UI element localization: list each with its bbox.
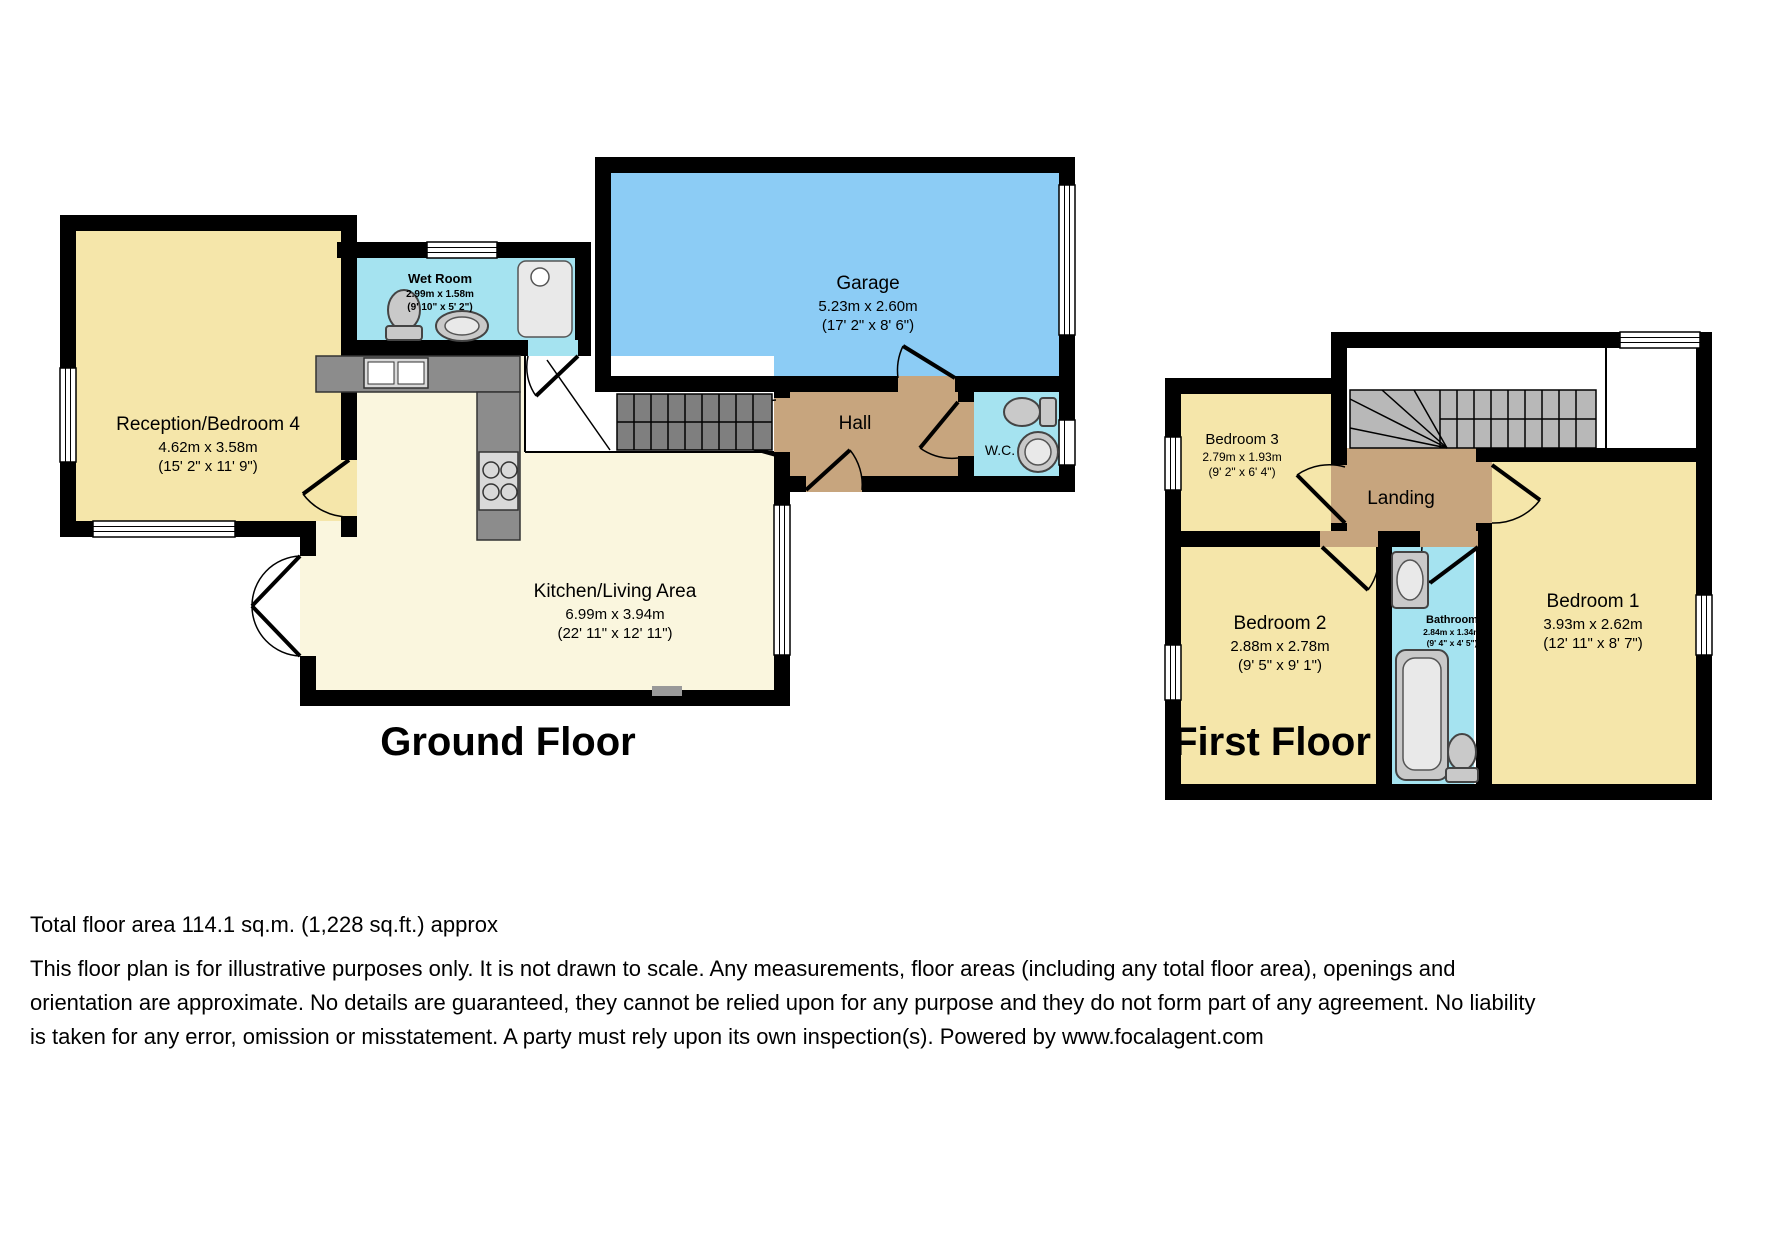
garage-window: [1059, 185, 1075, 335]
bedroom1-window: [1696, 595, 1712, 655]
reception-label: [78, 413, 338, 477]
room-dim-imperial: (9' 2" x 6' 4"): [1208, 465, 1276, 480]
room-name: Bedroom 1: [1546, 591, 1640, 612]
french-doors: [252, 556, 300, 656]
room-name: Reception/Bedroom 4: [116, 414, 300, 435]
bathroom-label: [1398, 613, 1506, 649]
room-name: Landing: [1367, 488, 1435, 509]
wc-label: [955, 441, 1045, 459]
hall-label: [795, 412, 915, 437]
first-floor-title: First Floor: [1173, 720, 1371, 764]
ground-floor-title: Ground Floor: [380, 720, 636, 764]
kitchen-bottom-notch: [652, 686, 682, 696]
first-staircase: [1350, 348, 1606, 448]
wc-toilet: [1004, 398, 1056, 426]
wet-room-shower: [518, 261, 572, 337]
kitchen-window: [774, 505, 790, 655]
kitchen-sink: [364, 358, 428, 388]
room-dim-metric: 6.99m x 3.94m: [565, 605, 665, 623]
room-dim-imperial: (15' 2" x 11' 9"): [158, 458, 258, 476]
room-dim-metric: 2.88m x 2.78m: [1230, 637, 1330, 655]
room-dim-imperial: (12' 11" x 8' 7"): [1543, 635, 1643, 653]
landing-label: [1336, 487, 1466, 512]
room-name: Garage: [836, 273, 900, 294]
room-dim-metric: 3.93m x 2.62m: [1543, 615, 1643, 633]
bathroom-basin: [1392, 552, 1428, 608]
room-dim-imperial: (9' 4" x 4' 5"): [1426, 638, 1478, 649]
room-dim-imperial: (17' 2" x 8' 6"): [821, 317, 915, 335]
bedroom2-window: [1165, 645, 1181, 700]
room-name: Bathroom: [1426, 614, 1478, 626]
reception-room-area: [76, 231, 341, 521]
room-dim-metric: 2.79m x 1.93m: [1202, 449, 1282, 464]
room-dim-metric: 4.62m x 3.58m: [158, 438, 258, 456]
stairwell-window: [1620, 332, 1700, 348]
bedroom2-label: [1190, 612, 1370, 676]
wet-room-label: [360, 271, 520, 314]
wet-room-window: [427, 242, 497, 258]
disclaimer-text: This floor plan is for illustrative purposes only. It is not drawn to scale. Any measurements, floor areas (including any total floor area), openings and orientation are approximate. No details are guaranteed, they cannot be relied upon for any purpose and they do not form part of any agreement. No liability is taken for any error, omission or misstatement. A party must rely upon its own inspection(s). Powered by www.focalagent.com: [30, 956, 1536, 1049]
wet-room-basin: [436, 311, 488, 341]
garage-label: [728, 272, 1008, 336]
reception-window-left: [60, 368, 76, 462]
room-dim-metric: 2.84m x 1.34m: [1423, 627, 1481, 638]
kitchen-living-label: [460, 580, 770, 644]
room-dim-imperial: (22' 11" x 12' 11"): [557, 625, 673, 643]
kitchen-hob: [479, 452, 518, 510]
room-name: Bedroom 3: [1205, 431, 1279, 448]
room-name: Hall: [838, 413, 872, 434]
room-name: Wet Room: [407, 271, 473, 286]
room-name: Bedroom 2: [1233, 613, 1327, 634]
room-dim-metric: 2.99m x 1.58m: [406, 288, 474, 300]
room-dim-imperial: (9' 5" x 9' 1"): [1238, 657, 1322, 675]
room-name: Kitchen/Living Area: [533, 581, 697, 602]
reception-window-bottom: [93, 521, 235, 537]
bedroom1-label: [1493, 590, 1693, 654]
bedroom3-label: [1162, 430, 1322, 481]
room-dim-metric: 5.23m x 2.60m: [818, 297, 918, 315]
room-dim-imperial: (9' 10" x 5' 2"): [407, 301, 473, 313]
total-floor-area: Total floor area 114.1 sq.m. (1,228 sq.ft.) approx: [30, 912, 498, 937]
wc-window: [1059, 420, 1075, 465]
room-name: W.C.: [984, 442, 1016, 458]
